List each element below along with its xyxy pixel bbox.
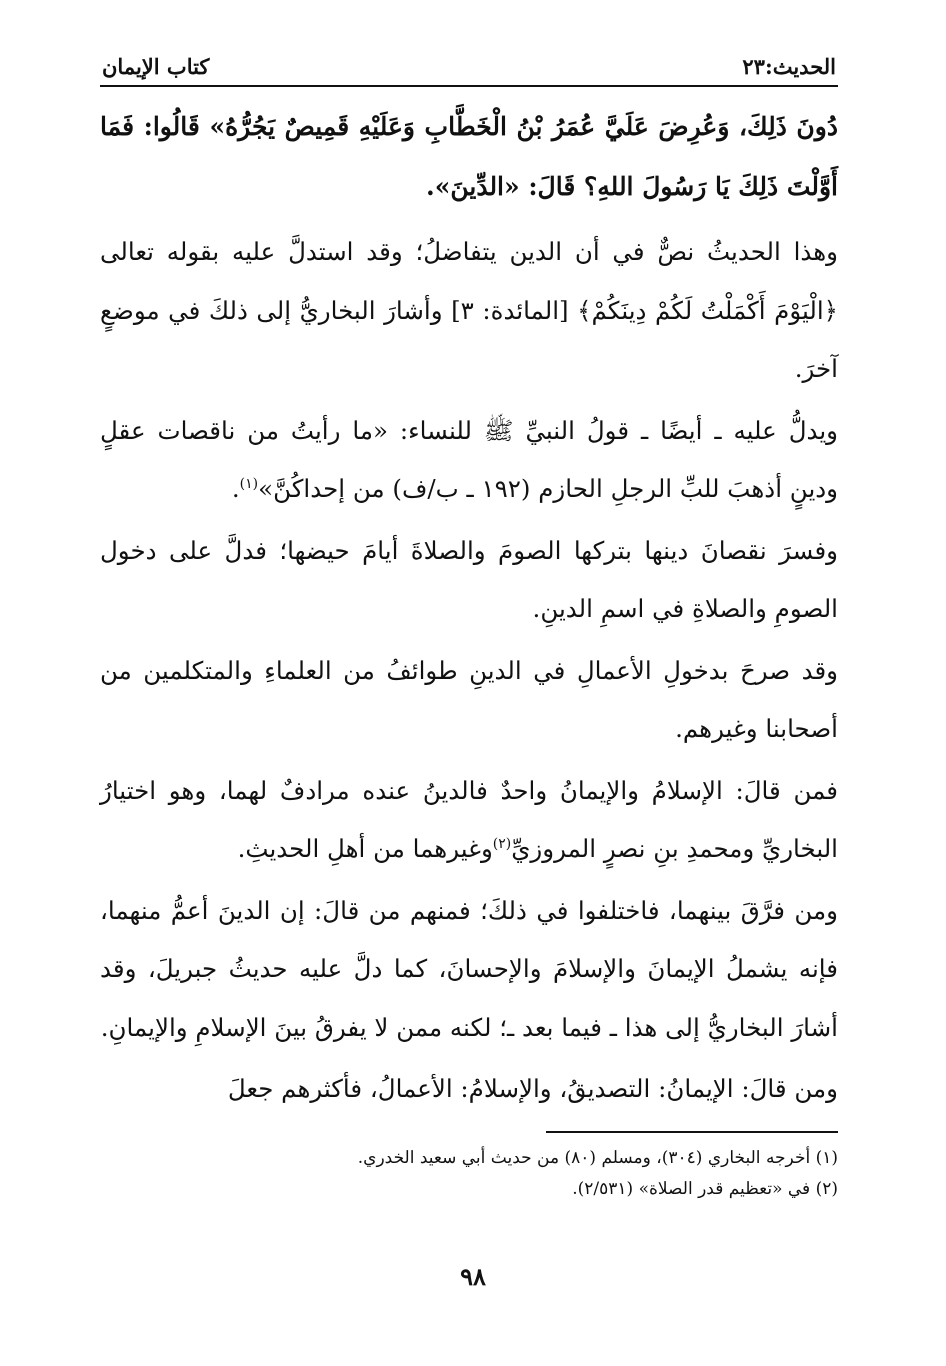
footnotes-section xyxy=(100,1143,838,1205)
main-text xyxy=(100,97,838,1119)
body-paragraph: وقد صرحَ بدخولِ الأعمالِ في الدينِ طوائفُ من العلماءِ والمتكلمين من أصحابنا وغيرهم. xyxy=(100,655,838,743)
page-number: ٩٨ xyxy=(460,1262,486,1291)
paragraph-end: وغيرهما من أهلِ الحديثِ. xyxy=(237,834,493,863)
footnote-ref-2[interactable]: (٢) xyxy=(492,835,512,852)
paragraph-end: . xyxy=(231,474,240,503)
paragraph-text: فمن قالَ: الإسلامُ والإيمانُ واحدٌ فالدينُ عنده مرادفٌ لهما، وهو اختيارُ البخاريِّ ومحمدِ بنِ نصرٍ المروزيِّ xyxy=(100,775,838,863)
footnote-1: (١) أخرجه البخاري (٣٠٤)، ومسلم (٨٠) من حديث أبي سعيد الخدري. xyxy=(357,1147,838,1168)
body-paragraph-with-footnote-2 xyxy=(100,762,838,879)
body-paragraph-with-footnote-1 xyxy=(100,402,838,519)
body-paragraph: ومن قالَ: الإيمانُ: التصديقُ، والإسلامُ: الأعمالُ، فأكثرهم جعلَ xyxy=(227,1074,838,1103)
hadith-number-label: الحديث:٢٣ xyxy=(742,54,836,79)
book-chapter-title: كتاب الإيمان xyxy=(102,54,210,79)
footnote-2: (٢) في «تعظيم قدر الصلاة» (٢/٥٣١). xyxy=(572,1178,838,1199)
running-header xyxy=(100,52,838,87)
paragraph-text: ويدلُّ عليه ـ أيضًا ـ قولُ النبيِّ ﷺ للنساء: «ما رأيتُ من ناقصات عقلٍ ودينٍ أذهبَ للبِّ الرجلِ الحازم (١٩٢ ـ ب/ف) من إحداكُنَّ» xyxy=(100,415,838,503)
footnote-ref-1[interactable]: (١) xyxy=(239,475,259,492)
body-paragraph: ومن فرَّقَ بينهما، فاختلفوا في ذلكَ؛ فمنهم من قالَ: إن الدينَ أعمُّ منهما، فإنه يشملُ الإيمانَ والإسلامَ والإحسانَ، كما دلَّ عليه حديثُ جبريلَ، وقد أشارَ البخاريُّ إلى هذا ـ فيما بعد ـ؛ لكنه ممن لا يفرقُ بينَ الإسلامِ والإيمانِ. xyxy=(100,895,838,1042)
hadith-text-paragraph: دُونَ ذَلِكَ، وَعُرِضَ عَلَيَّ عُمَرُ بْنُ الْخَطَّابِ وَعَلَيْهِ قَمِيصٌ يَجُرُّهُ» قَالُوا: فَمَا أَوَّلْتَ ذَلِكَ يَا رَسُولَ اللهِ؟ قَالَ: «الدِّينَ». xyxy=(100,112,838,201)
footnote-separator xyxy=(546,1131,838,1133)
body-paragraph: وفسرَ نقصانَ دينها بتركها الصومَ والصلاةَ أيامَ حيضها؛ فدلَّ على دخول الصومِ والصلاةِ في اسمِ الدينِ. xyxy=(100,535,838,623)
body-paragraph: وهذا الحديثُ نصٌّ في أن الدين يتفاضلُ؛ وقد استدلَّ عليه بقوله تعالى ﴿الْيَوْمَ أَكْمَلْتُ لَكُمْ دِينَكُمْ﴾ [المائدة: ٣] وأشارَ البخاريُّ إلى ذلكَ في موضعٍ آخرَ. xyxy=(100,237,838,383)
